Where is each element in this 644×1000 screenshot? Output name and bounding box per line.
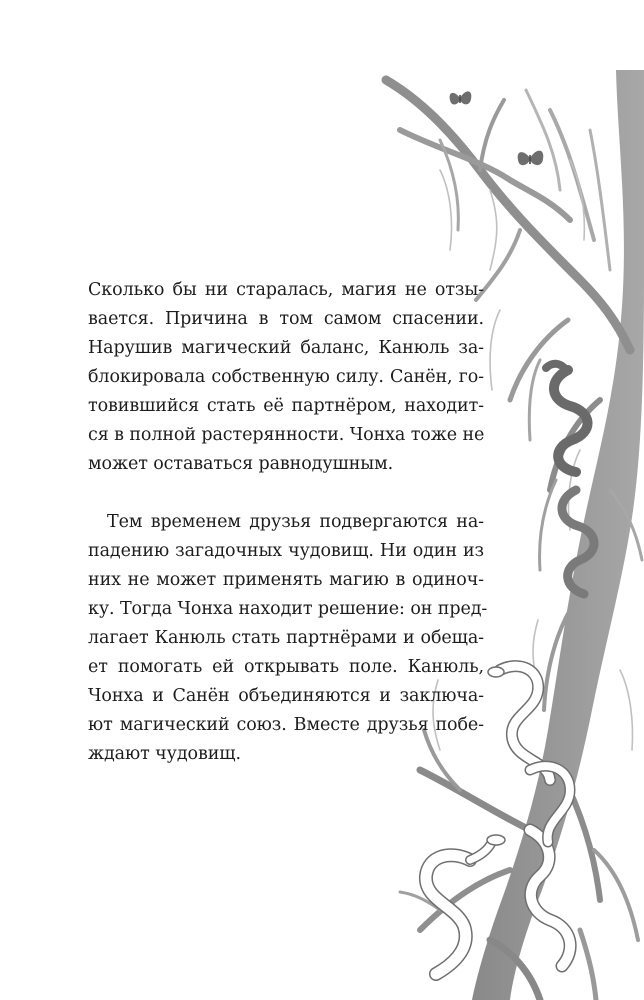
text-line: может оставаться равнодушным. (88, 454, 394, 474)
text-line: вается. Причина в том самом спасении. (88, 309, 484, 329)
text-line: блокировала собственную силу. Санён, го- (88, 367, 484, 387)
butterfly-icon (450, 91, 472, 104)
tree-branch (529, 360, 540, 440)
text-line: Тем временем друзья подвергаются на- (107, 512, 484, 532)
butterfly-icon (518, 151, 544, 166)
text-line: товившийся стать её партнёром, находит- (88, 396, 484, 416)
text-line: Чонха и Санён объединяются и заключа- (88, 686, 484, 706)
paragraph-2 (88, 508, 488, 769)
text-line: ют магический союз. Вместе друзья побе- (88, 715, 484, 735)
tree-branch (540, 480, 556, 570)
tree-branch (480, 100, 504, 170)
text-line: ся в полной растерянности. Чонха тоже не (88, 425, 485, 445)
text-line: ждают чудовищ. (88, 744, 241, 764)
text-line: падению загадочных чудовищ. Ни один из (88, 541, 484, 561)
tree-branch (526, 90, 560, 190)
tree-branch (420, 770, 530, 830)
snake-icon (546, 364, 588, 472)
text-line: них не может применять магию в одиноч- (88, 570, 484, 590)
tree-branch (580, 930, 596, 1000)
text-line: ку. Тогда Чонха находит решение: он пред- (88, 599, 488, 619)
tree-branch (590, 130, 610, 270)
text-line: лагает Канюль стать партнёрами и обеща- (88, 628, 484, 648)
text-block (88, 276, 488, 769)
text-line: Нарушив магический баланс, Канюль за- (88, 338, 484, 358)
text-line: Сколько бы ни старалась, магия не отзы- (88, 280, 484, 300)
paragraph-1 (88, 276, 484, 479)
text-line: ет помогать ей открывать поле. Канюль, (88, 657, 484, 677)
